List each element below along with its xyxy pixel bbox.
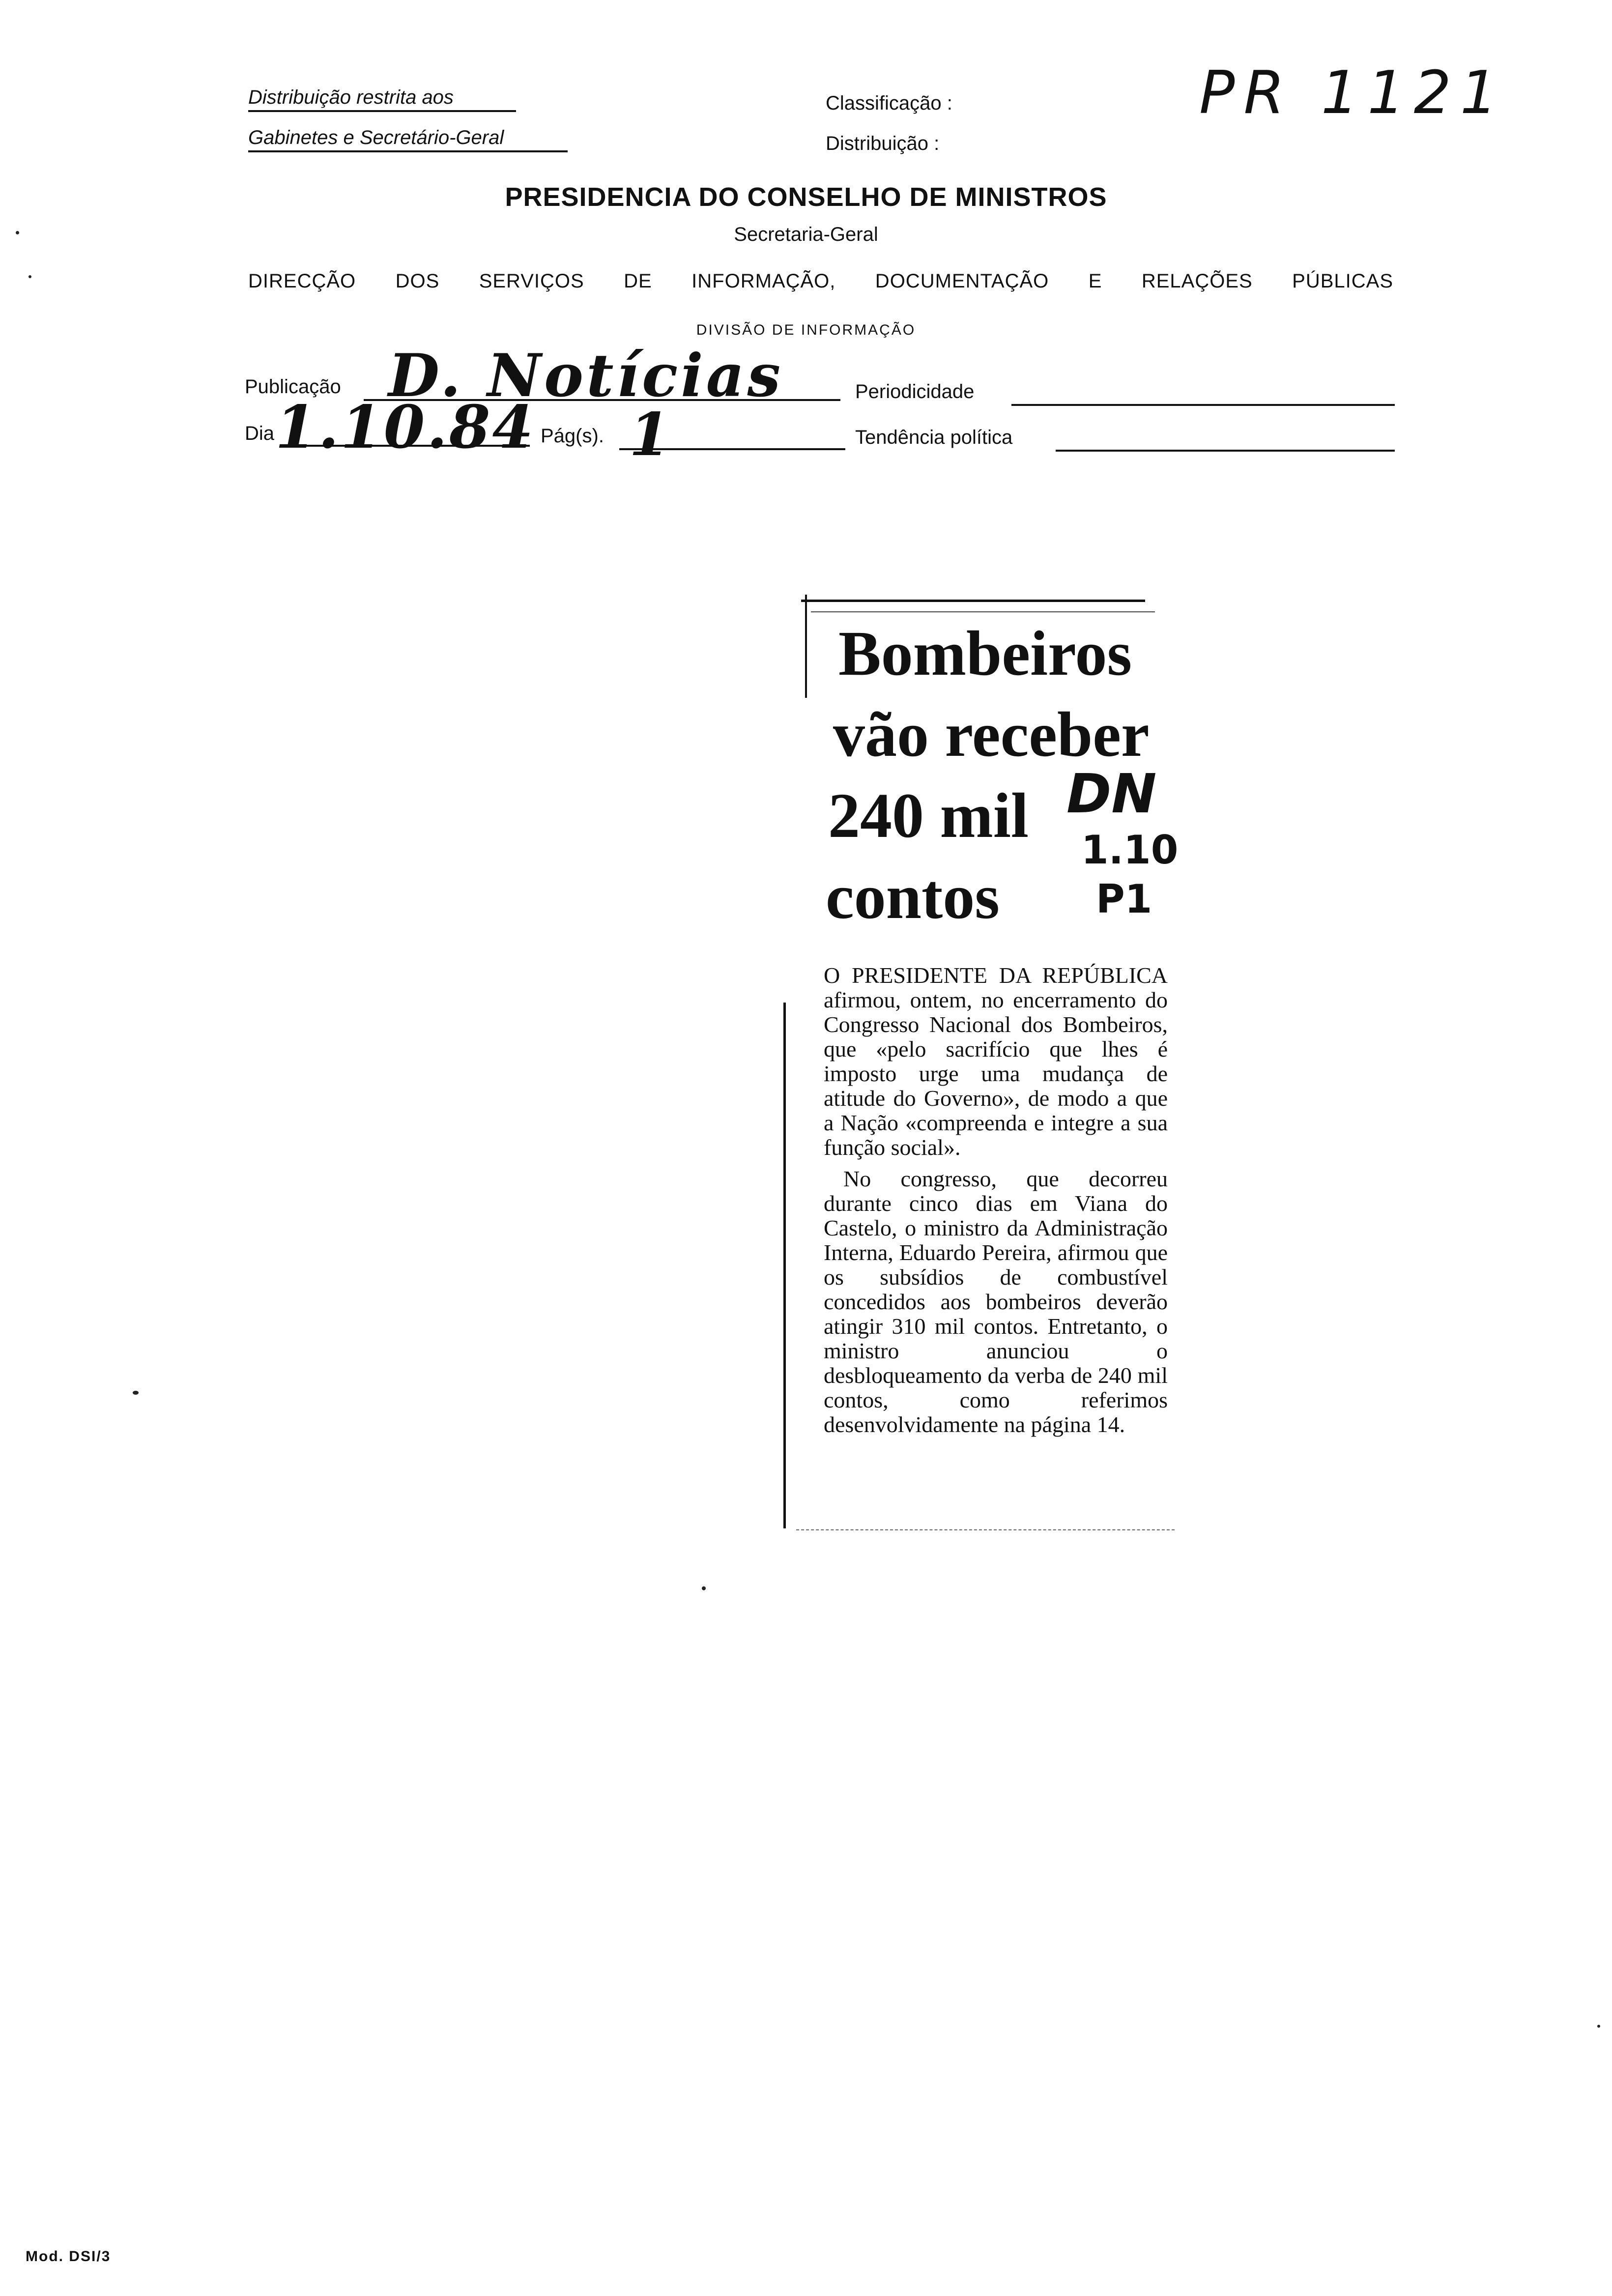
dia-value: 1.10.84 [275,393,536,462]
publicacao-label: Publicação [245,376,341,398]
article-paragraph-2: No congresso, que decorreu durante cinco dias em Viana do Castelo, o ministro da Administração Interna, Eduardo Pereira, afirmou que os subsídios de combustível concedidos aos bombeiros deverão atingir 310 mil contos. Entretanto, o ministro anunciou o desbloqueamento da verba de 240 mil contos, como referimos desenvolvidamente na página 14. [824,1166,1168,1437]
article-body [824,963,1168,1437]
classificacao-label: Classificação : [826,92,952,114]
scan-speck [29,275,31,278]
division-name: DIVISÃO DE INFORMAÇÃO [696,322,916,338]
scan-speck [16,231,19,234]
scan-speck [702,1586,706,1590]
pags-value: 1 [629,400,670,469]
scan-speck [133,1391,139,1395]
clipping-top-rule [801,600,1145,602]
tendencia-label: Tendência política [855,427,1013,448]
restriction-line-2: Gabinetes e Secretário-Geral [248,128,568,152]
handwritten-note-p1: P1 [1096,876,1152,922]
clipping-bottom-edge [796,1529,1175,1530]
handwritten-reference: PR 1121 [1199,59,1507,127]
periodicidade-line [1011,404,1395,406]
publicacao-value: D. Notícias [388,341,784,410]
periodicidade-label: Periodicidade [855,381,975,402]
headline-line-4: contos [826,861,1000,932]
page-subtitle: Secretaria-Geral [734,224,878,245]
form-code: Mod. DSI/3 [26,2248,111,2265]
newspaper-clipping [781,590,1184,1543]
headline-line-2: vão receber [833,699,1150,770]
scan-speck [1597,2025,1600,2028]
restriction-line-1: Distribuição restrita aos [248,87,516,112]
dia-label: Dia [245,423,275,444]
handwritten-note-date: 1.10 [1081,827,1179,873]
pags-label: Pág(s). [541,425,604,447]
page-title: PRESIDENCIA DO CONSELHO DE MINISTROS [505,182,1107,212]
headline-line-3: 240 mil [828,780,1029,851]
clipping-left-edge-top [805,595,807,698]
clipping-left-edge [783,1003,786,1528]
clipping-top-rule-thin [811,611,1155,612]
tendencia-line [1056,450,1395,452]
distribuicao-label: Distribuição : [826,133,940,154]
headline-line-1: Bombeiros [838,618,1132,689]
article-paragraph-1: O PRESIDENTE DA REPÚBLICA afirmou, ontem, no encerramento do Congresso Nacional dos Bombeiros, que «pelo sacrifício que lhes é imposto urge uma mudança de atitude do Governo», de modo a que a Nação «compreenda e integre a sua função social». [824,963,1168,1160]
handwritten-note-dn: DN [1066,762,1157,825]
department-name: DIRECÇÃO DOS SERVIÇOS DE INFORMAÇÃO, DOCUMENTAÇÃO E RELAÇÕES PÚBLICAS [248,270,1393,292]
